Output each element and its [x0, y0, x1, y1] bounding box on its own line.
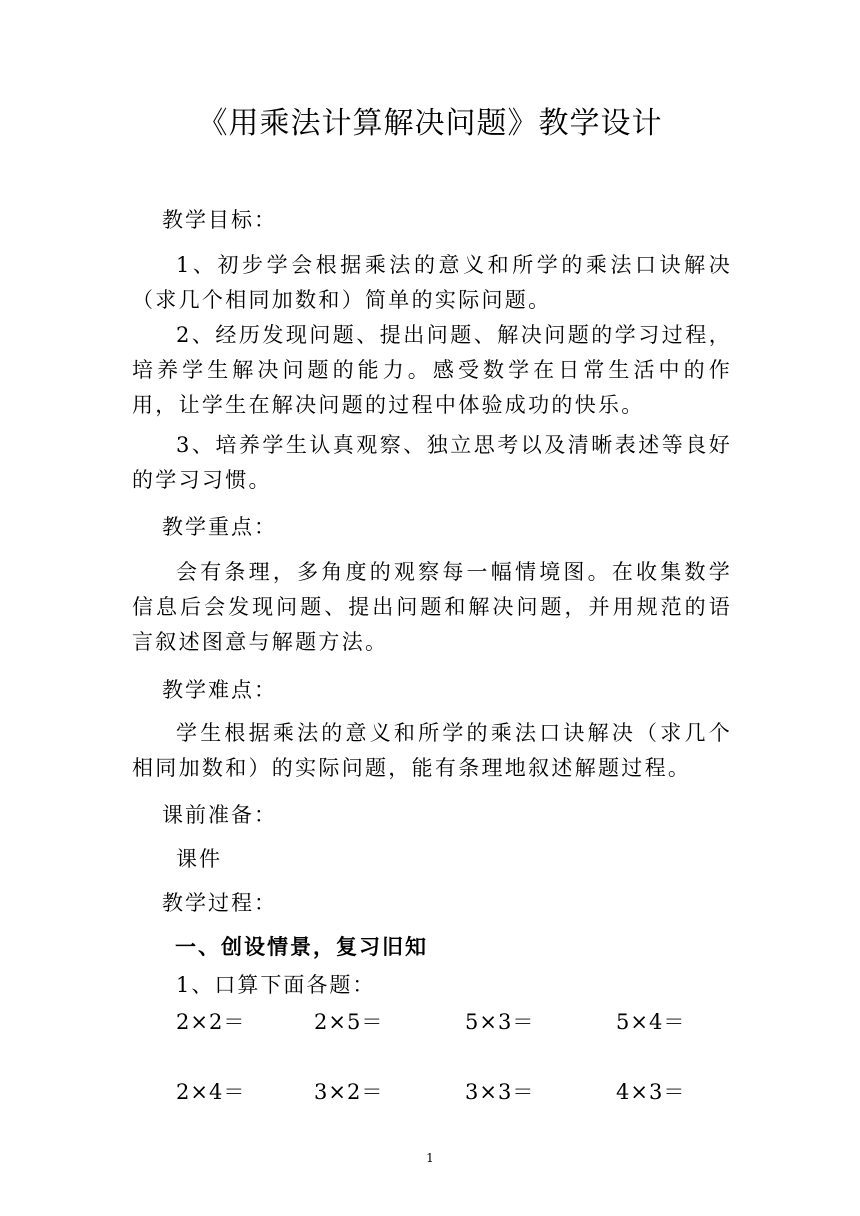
calc-item: 2×2＝	[176, 1010, 246, 1034]
calc-item: 3×2＝	[314, 1080, 384, 1104]
page-number: 1	[426, 1151, 434, 1165]
calc-item: 3×3＝	[465, 1080, 535, 1104]
difficulties-heading: 教学难点：	[162, 678, 277, 702]
objective-item-2: 2、经历发现问题、提出问题、解决问题的学习过程，培养学生解决问题的能力。感受数学在日常生活中的作用，让学生在解决问题的过程中体验成功的快乐。	[132, 323, 732, 417]
difficulties-text: 学生根据乘法的意义和所学的乘法口诀解决（求几个相同加数和）的实际问题，能有条理地叙述解题过程。	[132, 721, 732, 780]
objectives-heading: 教学目标：	[162, 208, 277, 232]
key-points-text: 会有条理，多角度的观察每一幅情境图。在收集数学信息后会发现问题、提出问题和解决问题，并用规范的语言叙述图意与解题方法。	[132, 560, 732, 654]
process-heading: 教学过程：	[162, 891, 277, 915]
section-1-heading: 一、创设情景，复习旧知	[175, 935, 428, 959]
document-title: 《用乘法计算解决问题》教学设计	[197, 106, 663, 141]
key-points-heading: 教学重点：	[162, 515, 277, 539]
calc-item: 5×3＝	[465, 1010, 535, 1034]
preparation-text: 课件	[176, 847, 222, 871]
calc-item: 4×3＝	[616, 1080, 686, 1104]
calc-row-1	[176, 1005, 736, 1040]
task-1-text: 1、口算下面各题：	[176, 973, 376, 997]
preparation-heading: 课前准备：	[162, 803, 277, 827]
objective-item-3: 3、培养学生认真观察、独立思考以及清晰表述等良好的学习习惯。	[132, 433, 732, 492]
calc-item: 5×4＝	[616, 1010, 686, 1034]
calc-item: 2×4＝	[176, 1080, 246, 1104]
calc-item: 2×5＝	[314, 1010, 384, 1034]
objective-item-1: 1、初步学会根据乘法的意义和所学的乘法口诀解决（求几个相同加数和）简单的实际问题。	[132, 253, 732, 312]
calc-row-2	[176, 1075, 736, 1110]
